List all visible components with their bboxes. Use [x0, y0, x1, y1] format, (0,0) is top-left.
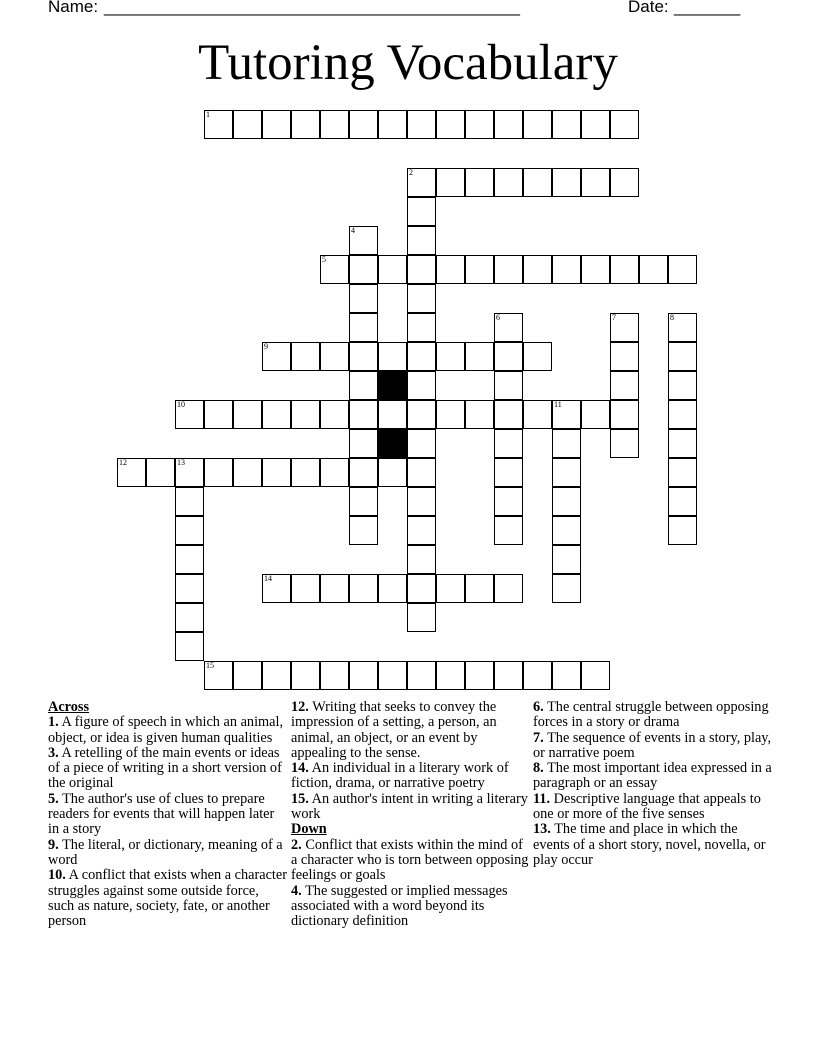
grid-cell[interactable] [233, 458, 262, 487]
grid-cell[interactable] [349, 226, 378, 255]
across-clue: 14. An individual in a literary work of fiction, drama, or narrative poetry [291, 760, 509, 792]
grid-cell[interactable] [552, 168, 581, 197]
grid-cell[interactable] [494, 574, 523, 603]
grid-cell[interactable] [349, 516, 378, 545]
clue-number: 13 [177, 458, 185, 467]
grid-cell[interactable] [436, 168, 465, 197]
down-clue: 4. The suggested or implied messages associated with a word beyond its dictionary definition [291, 882, 508, 930]
grid-cell[interactable] [436, 342, 465, 371]
grid-cell[interactable] [581, 400, 610, 429]
clue-number: 4 [351, 226, 355, 235]
grid-cell[interactable] [436, 400, 465, 429]
grid-cell[interactable] [349, 400, 378, 429]
grid-cell[interactable] [349, 284, 378, 313]
grid-cell[interactable] [407, 342, 436, 371]
grid-cell[interactable] [610, 255, 639, 284]
clue-number: 10 [177, 400, 185, 409]
date-blank[interactable]: _______ [674, 0, 741, 16]
grid-cell[interactable] [494, 487, 523, 516]
grid-cell[interactable] [436, 255, 465, 284]
grid-cell[interactable] [552, 661, 581, 690]
grid-cell[interactable] [465, 255, 494, 284]
grid-cell[interactable] [523, 661, 552, 690]
grid-cell[interactable] [552, 400, 581, 429]
grid-cell[interactable] [465, 110, 494, 139]
grid-cell[interactable] [668, 516, 697, 545]
grid-cell[interactable] [407, 313, 436, 342]
grid-cell[interactable] [175, 487, 204, 516]
grid-cell[interactable] [175, 516, 204, 545]
grid-cell[interactable] [349, 487, 378, 516]
clue-number: 6 [496, 313, 500, 322]
name-blank[interactable]: ____________________________________________ [104, 0, 521, 16]
grid-cell[interactable] [465, 168, 494, 197]
grid-cell[interactable] [668, 487, 697, 516]
grid-cell[interactable] [233, 400, 262, 429]
grid-cell[interactable] [494, 661, 523, 690]
grid-cell[interactable] [407, 197, 436, 226]
clue-number: 7 [612, 313, 616, 322]
grid-cell[interactable] [320, 400, 349, 429]
grid-cell[interactable] [407, 545, 436, 574]
grid-cell[interactable] [407, 603, 436, 632]
grid-cell[interactable] [552, 458, 581, 487]
name-label: Name: [48, 0, 99, 16]
clue-number: 15 [206, 661, 214, 670]
grid-cell[interactable] [523, 168, 552, 197]
grid-block [378, 429, 407, 458]
grid-cell[interactable] [407, 429, 436, 458]
grid-cell[interactable] [378, 400, 407, 429]
grid-cell[interactable] [378, 574, 407, 603]
grid-cell[interactable] [552, 516, 581, 545]
grid-cell[interactable] [349, 110, 378, 139]
grid-cell[interactable] [378, 458, 407, 487]
grid-cell[interactable] [262, 110, 291, 139]
grid-cell[interactable] [407, 168, 436, 197]
grid-cell[interactable] [407, 255, 436, 284]
grid-cell[interactable] [494, 313, 523, 342]
grid-cell[interactable] [581, 168, 610, 197]
grid-cell[interactable] [378, 661, 407, 690]
grid-cell[interactable] [610, 400, 639, 429]
clue-number: 8 [670, 313, 674, 322]
grid-cell[interactable] [291, 110, 320, 139]
grid-cell[interactable] [668, 400, 697, 429]
clue-number: 14 [264, 574, 272, 583]
grid-cell[interactable] [610, 371, 639, 400]
grid-cell[interactable] [668, 255, 697, 284]
clue-column-1 [48, 700, 288, 929]
clue-number: 1 [206, 110, 210, 119]
grid-cell[interactable] [436, 574, 465, 603]
grid-cell[interactable] [291, 342, 320, 371]
grid-cell[interactable] [262, 342, 291, 371]
across-clue: 9. The literal, or dictionary, meaning of a word [48, 836, 283, 868]
across-clue: 10. A conflict that exists when a character struggles against some outside force, such as nature, society, fate, or another person [48, 867, 288, 930]
grid-cell[interactable] [378, 342, 407, 371]
across-clue: 15. An author's intent in writing a literary work [291, 790, 528, 823]
grid-cell[interactable] [291, 574, 320, 603]
grid-cell[interactable] [175, 574, 204, 603]
grid-cell[interactable] [349, 255, 378, 284]
grid-cell[interactable] [349, 342, 378, 371]
grid-cell[interactable] [668, 342, 697, 371]
grid-cell[interactable] [378, 255, 407, 284]
grid-cell[interactable] [349, 313, 378, 342]
grid-cell[interactable] [204, 400, 233, 429]
grid-cell[interactable] [204, 661, 233, 690]
grid-cell[interactable] [523, 342, 552, 371]
clue-number: 2 [409, 168, 413, 177]
grid-cell[interactable] [262, 574, 291, 603]
grid-cell[interactable] [494, 400, 523, 429]
down-clue: 7. The sequence of events in a story, play, or narrative poem [533, 729, 772, 761]
grid-cell[interactable] [349, 371, 378, 400]
grid-cell[interactable] [407, 284, 436, 313]
grid-cell[interactable] [262, 458, 291, 487]
clue-column-2 [291, 700, 531, 929]
down-clue: 11. Descriptive language that appeals to one or more of the five senses [533, 790, 761, 823]
grid-cell[interactable] [465, 574, 494, 603]
grid-cell[interactable] [494, 255, 523, 284]
grid-cell[interactable] [552, 574, 581, 603]
grid-cell[interactable] [494, 110, 523, 139]
grid-cell[interactable] [668, 371, 697, 400]
grid-cell[interactable] [523, 110, 552, 139]
across-clue: 5. The author's use of clues to prepare readers for events that will happen later in a story [48, 790, 275, 838]
across-clue: 12. Writing that seeks to convey the impression of a setting, a person, an animal, an object, or an event by appealing to the sense. [291, 699, 497, 761]
grid-cell[interactable] [117, 458, 146, 487]
grid-cell[interactable] [610, 110, 639, 139]
down-heading: Down [291, 821, 327, 838]
grid-cell[interactable] [552, 110, 581, 139]
grid-cell[interactable] [407, 110, 436, 139]
down-clue: 13. The time and place in which the events of a short story, novel, novella, or play occur [533, 821, 766, 868]
grid-cell[interactable] [581, 110, 610, 139]
grid-cell[interactable] [552, 545, 581, 574]
grid-cell[interactable] [610, 168, 639, 197]
grid-cell[interactable] [494, 371, 523, 400]
grid-cell[interactable] [320, 110, 349, 139]
grid-cell[interactable] [204, 458, 233, 487]
grid-cell[interactable] [494, 516, 523, 545]
grid-cell[interactable] [407, 226, 436, 255]
grid-cell[interactable] [349, 661, 378, 690]
grid-cell[interactable] [146, 458, 175, 487]
clue-number: 9 [264, 342, 268, 351]
grid-cell[interactable] [552, 487, 581, 516]
grid-cell[interactable] [204, 110, 233, 139]
grid-cell[interactable] [668, 313, 697, 342]
grid-cell[interactable] [610, 313, 639, 342]
grid-cell[interactable] [320, 458, 349, 487]
grid-cell[interactable] [465, 400, 494, 429]
grid-cell[interactable] [465, 661, 494, 690]
grid-cell[interactable] [320, 661, 349, 690]
grid-block [378, 371, 407, 400]
grid-cell[interactable] [581, 255, 610, 284]
grid-cell[interactable] [349, 574, 378, 603]
grid-cell[interactable] [320, 255, 349, 284]
grid-cell[interactable] [407, 574, 436, 603]
grid-cell[interactable] [668, 429, 697, 458]
grid-cell[interactable] [494, 168, 523, 197]
down-clue: 2. Conflict that exists within the mind of a character who is torn between opposing feelings or goals [291, 836, 529, 884]
grid-cell[interactable] [407, 661, 436, 690]
grid-cell[interactable] [436, 661, 465, 690]
across-heading: Across [48, 699, 90, 715]
grid-cell[interactable] [262, 661, 291, 690]
clue-number: 11 [554, 400, 562, 409]
grid-cell[interactable] [552, 429, 581, 458]
grid-cell[interactable] [291, 458, 320, 487]
grid-cell[interactable] [175, 545, 204, 574]
page-title: Tutoring Vocabulary [198, 35, 618, 91]
grid-cell[interactable] [175, 632, 204, 661]
grid-cell[interactable] [291, 400, 320, 429]
date-label: Date: [628, 0, 669, 16]
across-clue: 1. A figure of speech in which an animal, object, or idea is given human qualities [48, 714, 284, 746]
down-clue: 8. The most important idea expressed in a paragraph or an essay [533, 760, 772, 792]
down-clue: 6. The central struggle between opposing forces in a story or drama [533, 699, 769, 731]
grid-cell[interactable] [639, 255, 668, 284]
grid-cell[interactable] [436, 110, 465, 139]
grid-cell[interactable] [407, 516, 436, 545]
grid-cell[interactable] [494, 458, 523, 487]
grid-cell[interactable] [668, 458, 697, 487]
grid-cell[interactable] [175, 458, 204, 487]
grid-cell[interactable] [175, 400, 204, 429]
grid-cell[interactable] [494, 429, 523, 458]
grid-cell[interactable] [291, 661, 320, 690]
grid-cell[interactable] [175, 603, 204, 632]
grid-cell[interactable] [494, 342, 523, 371]
clue-number: 5 [322, 255, 326, 264]
grid-cell[interactable] [523, 255, 552, 284]
grid-cell[interactable] [378, 110, 407, 139]
grid-cell[interactable] [233, 661, 262, 690]
grid-cell[interactable] [349, 458, 378, 487]
grid-cell[interactable] [552, 255, 581, 284]
grid-cell[interactable] [581, 661, 610, 690]
clue-column-3 [533, 700, 773, 868]
grid-cell[interactable] [523, 400, 552, 429]
grid-cell[interactable] [262, 400, 291, 429]
grid-cell[interactable] [233, 110, 262, 139]
grid-cell[interactable] [349, 429, 378, 458]
grid-cell[interactable] [320, 342, 349, 371]
across-clue: 3. A retelling of the main events or ideas of a piece of writing in a short version of the original [48, 744, 282, 792]
grid-cell[interactable] [610, 429, 639, 458]
grid-cell[interactable] [320, 574, 349, 603]
grid-cell[interactable] [407, 371, 436, 400]
grid-cell[interactable] [610, 342, 639, 371]
grid-cell[interactable] [407, 458, 436, 487]
clue-number: 12 [119, 458, 127, 467]
grid-cell[interactable] [407, 400, 436, 429]
grid-cell[interactable] [465, 342, 494, 371]
grid-cell[interactable] [407, 487, 436, 516]
